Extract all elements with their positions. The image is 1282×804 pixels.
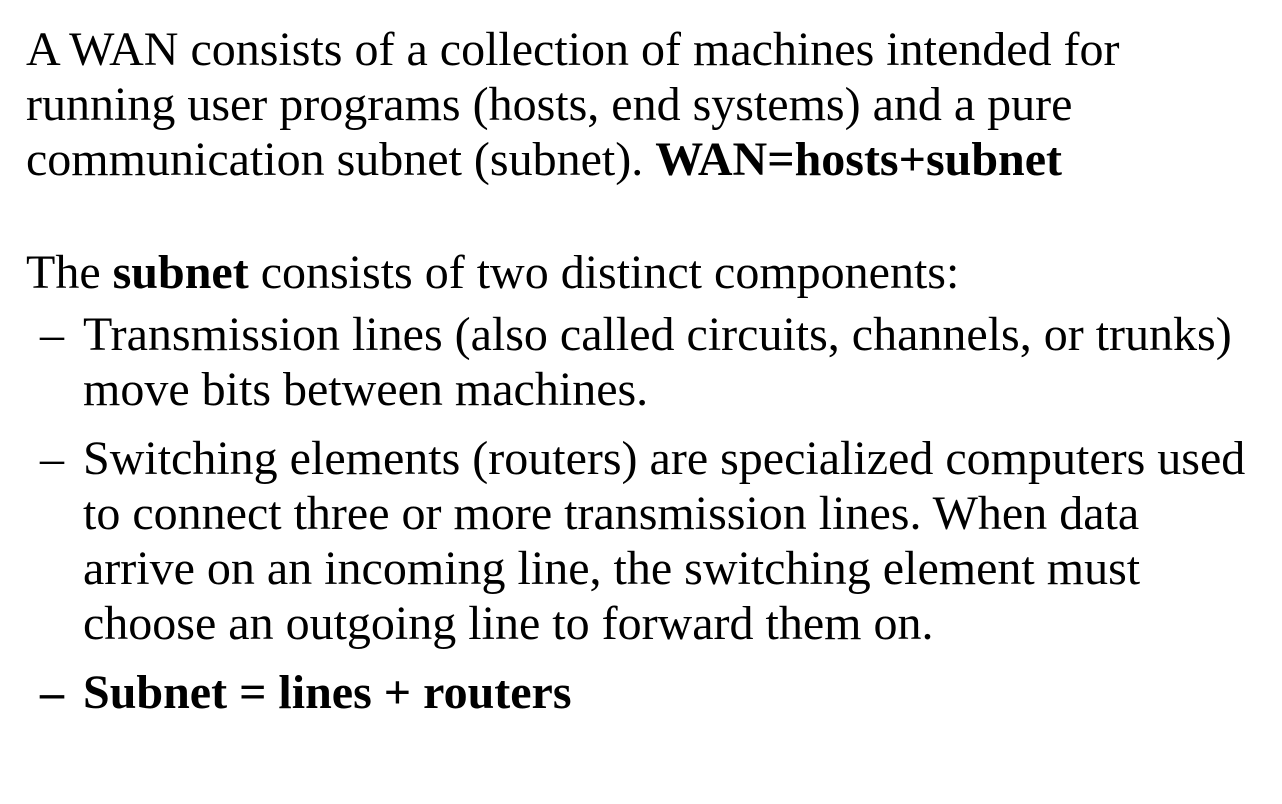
intro-paragraph [26,22,1226,187]
list-item-subnet-formula [26,665,1256,720]
intro-text: A WAN consists of a collection of machines intended for running user programs (hosts, end systems) and a pure communication subnet (subnet). [26,23,1120,186]
slide-content [26,22,1256,734]
list-item-transmission-lines [26,307,1256,417]
subnet-intro-paragraph [26,245,1256,300]
intro-emphasis: WAN=hosts+subnet [655,133,1063,186]
list-item-switching-elements [26,431,1256,651]
list-item-text: Subnet = lines + routers [83,666,572,719]
list-item-text: Transmission lines (also called circuits, channels, or trunks) move bits between machines. [83,308,1232,416]
subnet-intro-prefix: The [26,246,101,299]
subnet-components-list [26,307,1256,720]
list-item-text: Switching elements (routers) are specialized computers used to connect three or more transmission lines. When data arrive on an incoming line, the switching element must choose an outgoing line to forward them on. [83,432,1246,650]
dash-bullet: – [40,666,64,719]
subnet-keyword: subnet [112,246,249,299]
subnet-intro-suffix: consists of two distinct components: [260,246,960,299]
dash-bullet: – [40,308,64,361]
dash-bullet: – [40,432,64,485]
